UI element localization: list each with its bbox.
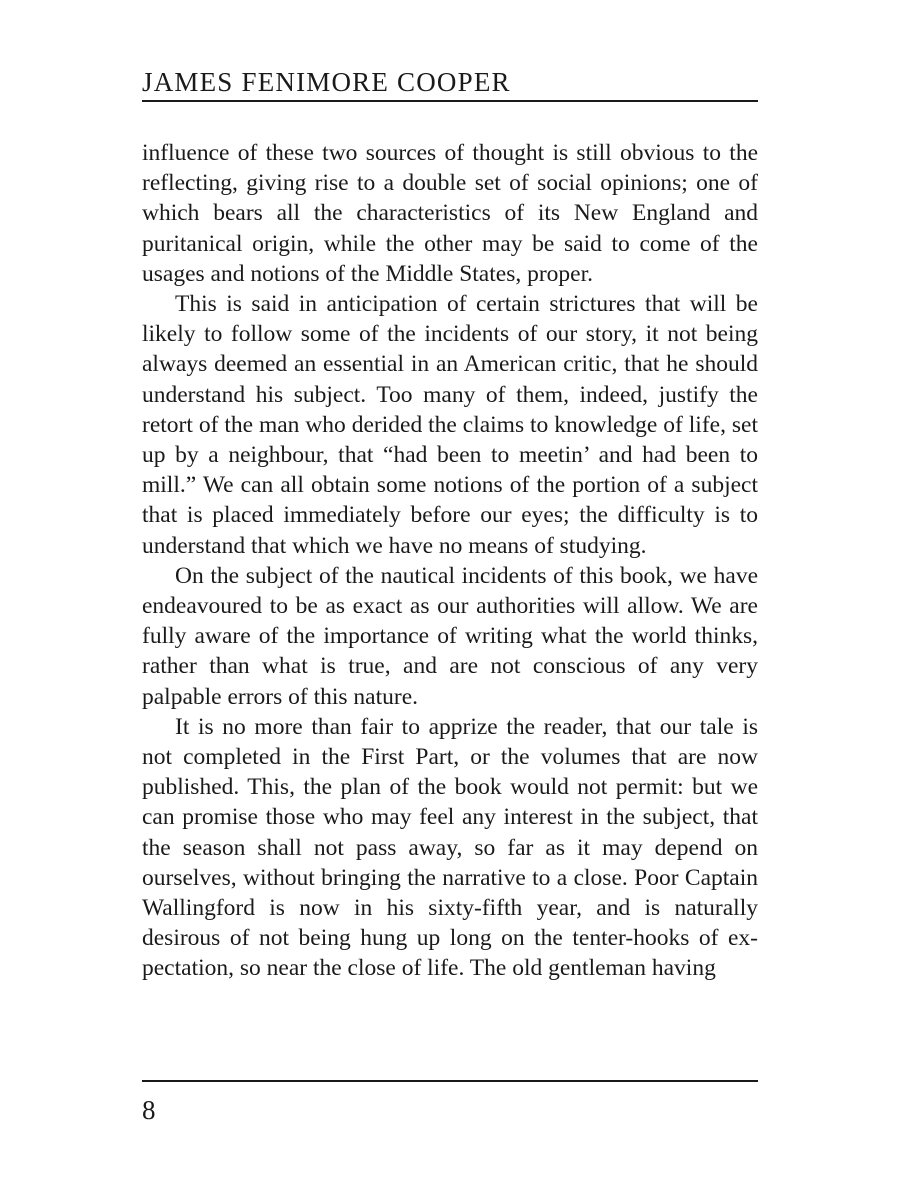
running-head: JAMES FENIMORE COOPER (142, 67, 511, 97)
paragraph: On the subject of the nautical incidents of this book, we have endeavoured to be as exact as our authorities will allow. We are fully aware of the importance of writing what the world thinks, rather than what is true, and are not conscious of any very palpable errors of this nature. (142, 562, 758, 710)
page-number: 8 (142, 1095, 156, 1125)
book-page (142, 0, 758, 1200)
body-text (142, 138, 758, 984)
footer-rule (142, 1080, 758, 1082)
paragraph: influence of these two sources of thought is still obvious to the reflecting, giving rise to a double set of social opinions; one of which bears all the characteristics of its New England and puritanical origin, while the other may be said to come of the usages and notions of the Middle States, proper. (142, 140, 758, 287)
paragraph: It is no more than fair to apprize the reader, that our tale is not completed in the First Part, or the volumes that are now published. This, the plan of the book would not permit: but we can promise those who may feel any interest in the subject, that the season shall not pass away, so far as it may depend on ourselves, without bringing the narrative to a close. Poor Captain Wallingford is now in his sixty-fifth year, and is naturally desirous of not being hung up long on the tenter-hooks of expectation, so near the close of life. The old gentleman having (142, 713, 758, 982)
paragraph: This is said in anticipation of certain strictures that will be likely to follow some of the incidents of our story, it not being always deemed an essential in an American critic, that he should understand his subject. Too many of them, indeed, justify the retort of the man who derided the claims to knowledge of life, set up by a neighbour, that “had been to meetin’ and had been to mill.” We can all obtain some notions of the portion of a subject that is placed immediately before our eyes; the difficulty is to understand that which we have no means of studying. (142, 291, 758, 559)
header-rule (142, 100, 758, 102)
